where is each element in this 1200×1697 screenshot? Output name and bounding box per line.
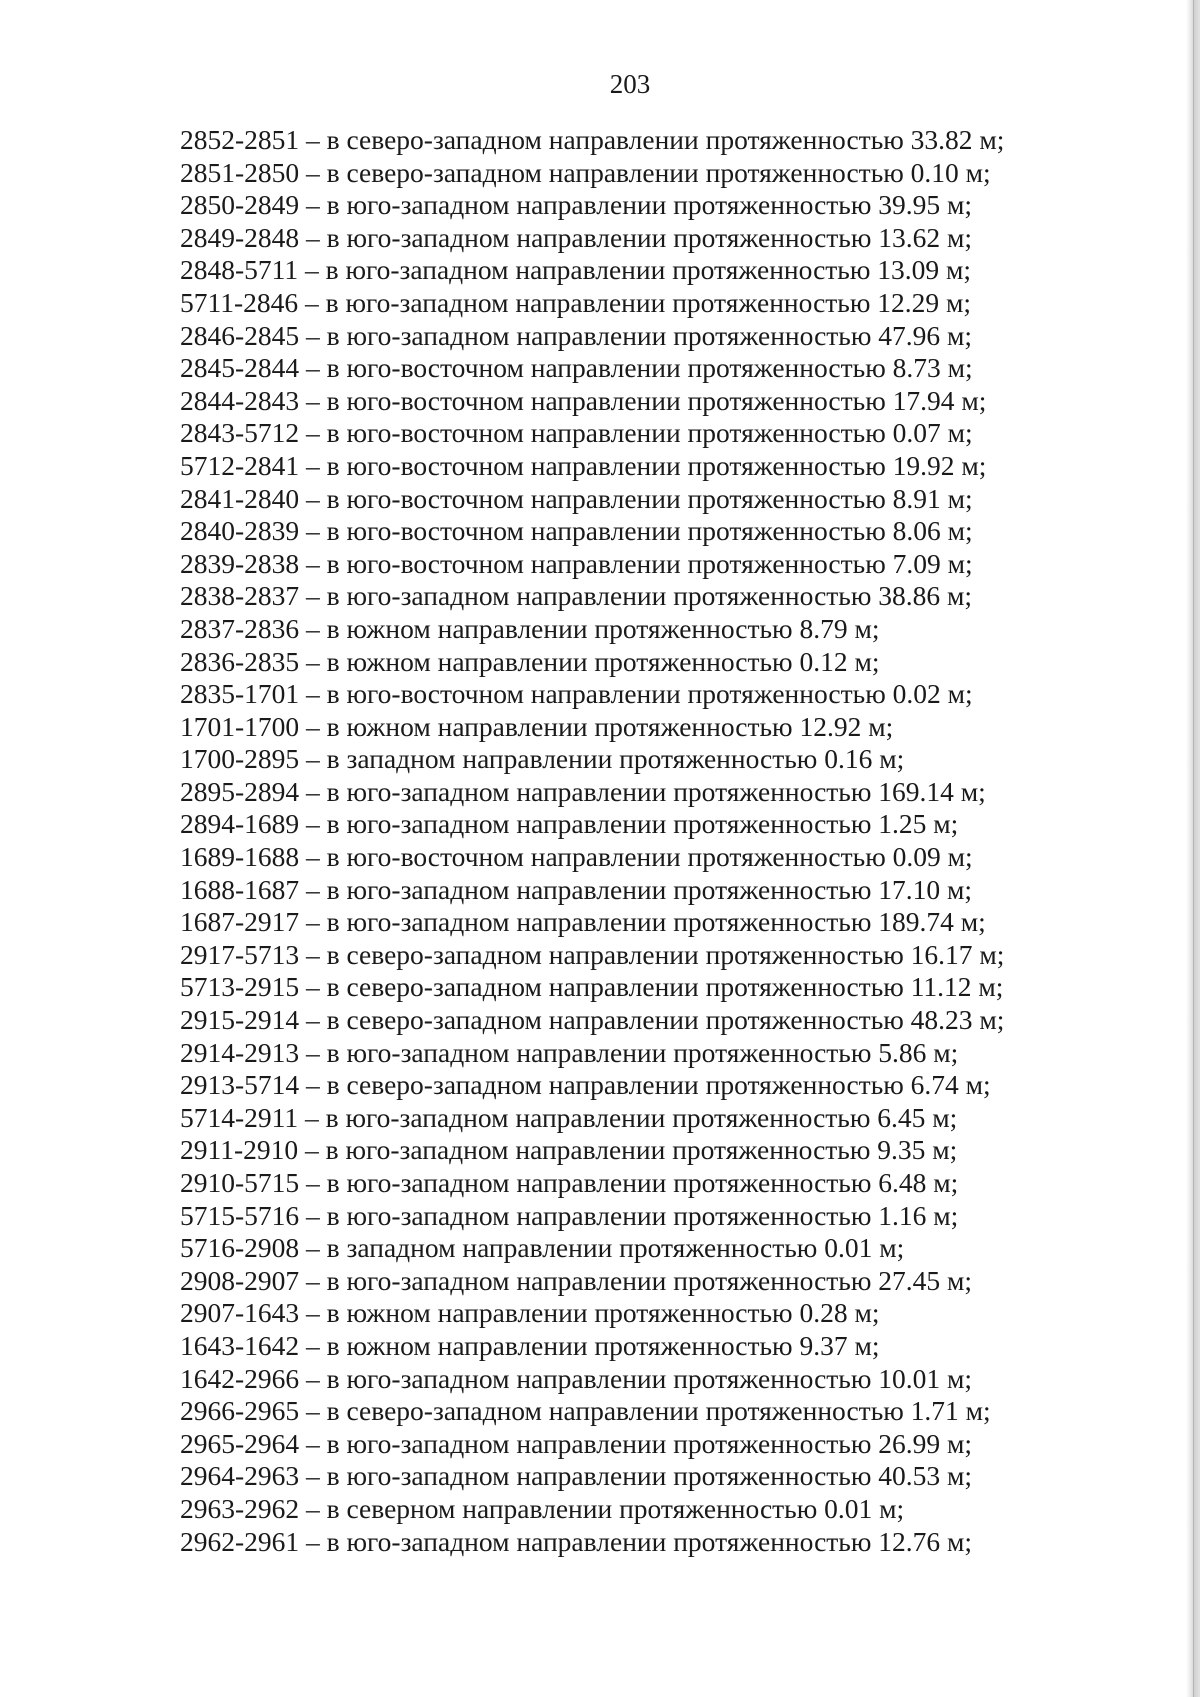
boundary-segment-line: 2917-5713 – в северо-западном направлении протяженностью 16.17 м; <box>180 938 1005 970</box>
boundary-segment-line: 2850-2849 – в юго-западном направлении протяженностью 39.95 м; <box>180 189 973 221</box>
boundary-segment-line: 1701-1700 – в южном направлении протяженностью 12.92 м; <box>180 710 894 742</box>
boundary-segment-line: 5713-2915 – в северо-западном направлении протяженностью 11.12 м; <box>180 971 1004 1003</box>
boundary-segment-line: 2966-2965 – в северо-западном направлении протяженностью 1.71 м; <box>180 1395 991 1427</box>
boundary-segment-line: 2894-1689 – в юго-западном направлении протяженностью 1.25 м; <box>180 808 959 840</box>
boundary-segment-line: 2911-2910 – в юго-западном направлении протяженностью 9.35 м; <box>180 1134 958 1166</box>
boundary-segment-line: 2852-2851 – в северо-западном направлении протяженностью 33.82 м; <box>180 124 1005 155</box>
boundary-segment-line: 2836-2835 – в южном направлении протяженностью 0.12 м; <box>180 645 880 677</box>
boundary-segment-line: 5711-2846 – в юго-западном направлении протяженностью 12.29 м; <box>180 286 972 318</box>
boundary-segment-line: 2848-5711 – в юго-западном направлении протяженностью 13.09 м; <box>180 254 972 286</box>
boundary-segment-line: 1689-1688 – в юго-восточном направлении протяженностью 0.09 м; <box>180 841 973 873</box>
boundary-segment-line: 2845-2844 – в юго-восточном направлении протяженностью 8.73 м; <box>180 352 973 384</box>
boundary-segment-line: 2908-2907 – в юго-западном направлении протяженностью 27.45 м; <box>180 1264 973 1296</box>
boundary-segment-line: 5716-2908 – в западном направлении протяженностью 0.01 м; <box>180 1232 905 1264</box>
boundary-segment-line: 2837-2836 – в южном направлении протяженностью 8.79 м; <box>180 612 880 644</box>
boundary-segment-line: 2844-2843 – в юго-восточном направлении протяженностью 17.94 м; <box>180 384 987 416</box>
scan-edge-line <box>1193 0 1194 1697</box>
boundary-segment-line: 2838-2837 – в юго-западном направлении протяженностью 38.86 м; <box>180 580 973 612</box>
boundary-segment-line: 1687-2917 – в юго-западном направлении протяженностью 189.74 м; <box>180 906 986 938</box>
boundary-segment-line: 2843-5712 – в юго-восточном направлении протяженностью 0.07 м; <box>180 417 973 449</box>
boundary-segment-line: 5714-2911 – в юго-западном направлении протяженностью 6.45 м; <box>180 1101 958 1133</box>
boundary-segment-line: 2895-2894 – в юго-западном направлении протяженностью 169.14 м; <box>180 775 986 807</box>
boundary-segment-line: 2835-1701 – в юго-восточном направлении протяженностью 0.02 м; <box>180 678 973 710</box>
boundary-segment-list <box>180 124 1004 1558</box>
boundary-segment-line: 2849-2848 – в юго-западном направлении протяженностью 13.62 м; <box>180 221 973 253</box>
boundary-segment-line: 2841-2840 – в юго-восточном направлении протяженностью 8.91 м; <box>180 482 973 514</box>
boundary-segment-line: 2914-2913 – в юго-западном направлении протяженностью 5.86 м; <box>180 1036 959 1068</box>
boundary-segment-line: 2965-2964 – в юго-западном направлении протяженностью 26.99 м; <box>180 1427 973 1459</box>
boundary-segment-line: 2962-2961 – в юго-западном направлении протяженностью 12.76 м; <box>180 1525 973 1557</box>
boundary-segment-line: 1642-2966 – в юго-западном направлении протяженностью 10.01 м; <box>180 1362 973 1394</box>
boundary-segment-line: 2846-2845 – в юго-западном направлении протяженностью 47.96 м; <box>180 319 973 351</box>
boundary-segment-line: 5715-5716 – в юго-западном направлении протяженностью 1.16 м; <box>180 1199 959 1231</box>
boundary-segment-line: 2913-5714 – в северо-западном направлении протяженностью 6.74 м; <box>180 1069 991 1101</box>
boundary-segment-line: 2963-2962 – в северном направлении протяженностью 0.01 м; <box>180 1492 905 1524</box>
boundary-segment-line: 2910-5715 – в юго-западном направлении протяженностью 6.48 м; <box>180 1167 959 1198</box>
boundary-segment-line: 2840-2839 – в юго-восточном направлении протяженностью 8.06 м; <box>180 515 973 547</box>
boundary-segment-line: 1700-2895 – в западном направлении протяженностью 0.16 м; <box>180 743 905 775</box>
boundary-segment-line: 2907-1643 – в южном направлении протяженностью 0.28 м; <box>180 1297 880 1329</box>
boundary-segment-line: 2964-2963 – в юго-западном направлении протяженностью 40.53 м; <box>180 1460 973 1492</box>
boundary-segment-line: 2851-2850 – в северо-западном направлении протяженностью 0.10 м; <box>180 156 991 188</box>
boundary-segment-line: 5712-2841 – в юго-восточном направлении протяженностью 19.92 м; <box>180 449 987 481</box>
boundary-segment-line: 2839-2838 – в юго-восточном направлении протяженностью 7.09 м; <box>180 547 973 579</box>
page-number: 203 <box>609 69 651 99</box>
boundary-segment-line: 1643-1642 – в южном направлении протяженностью 9.37 м; <box>180 1329 880 1361</box>
boundary-segment-line: 2915-2914 – в северо-западном направлении протяженностью 48.23 м; <box>180 1004 1005 1036</box>
boundary-segment-line: 1688-1687 – в юго-западном направлении протяженностью 17.10 м; <box>180 873 973 905</box>
